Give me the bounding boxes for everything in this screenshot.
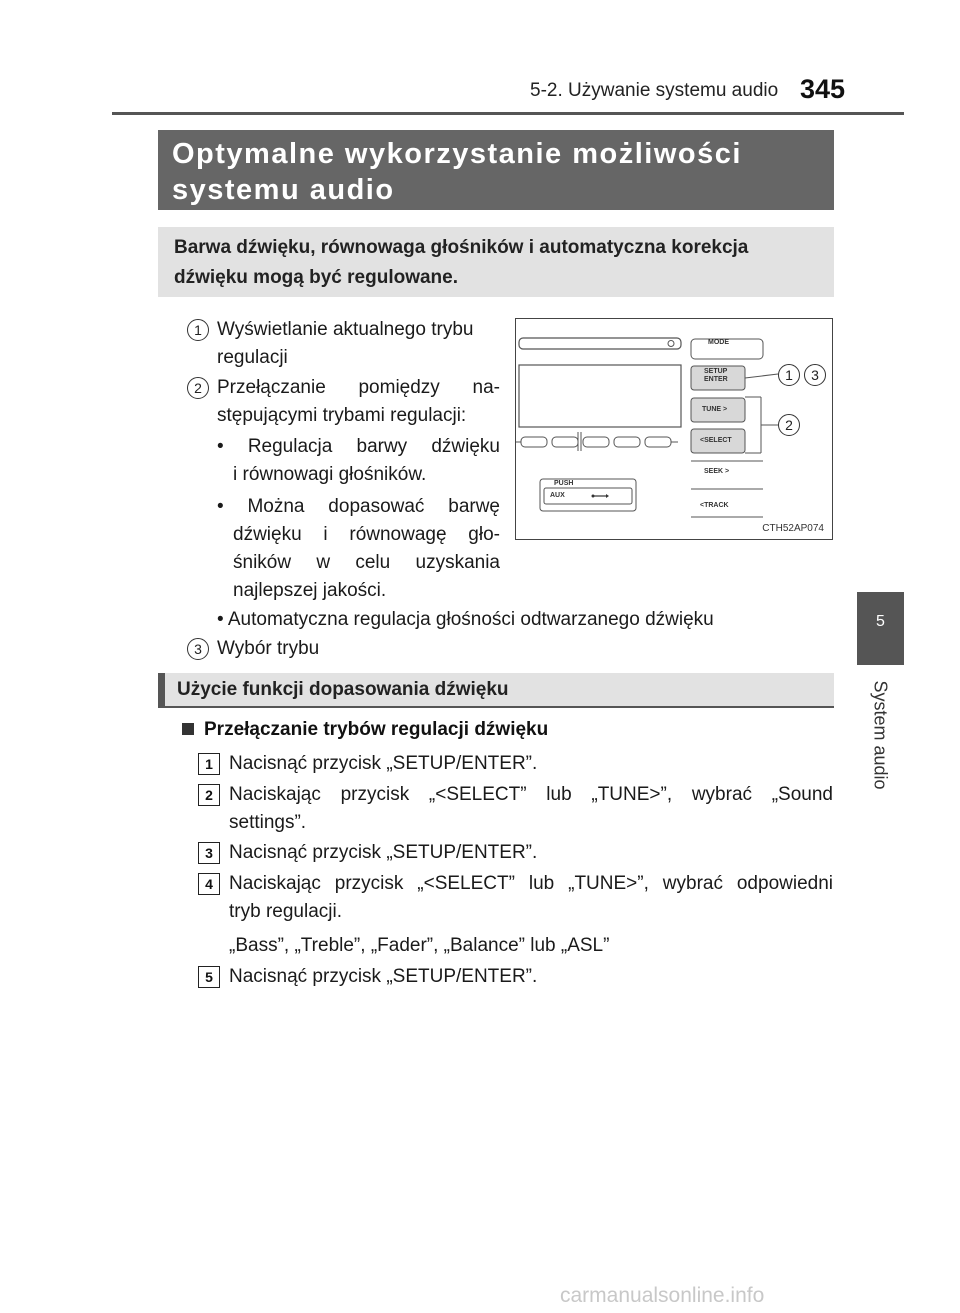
- step-number-2: 2: [198, 784, 220, 806]
- setup-button-label: SETUP: [704, 368, 728, 375]
- track-button-label: <TRACK: [700, 502, 729, 509]
- circled-number: 2: [778, 414, 800, 436]
- item-1-line1: Wyświetlanie aktualnego trybu: [217, 319, 474, 340]
- callout-1: [778, 364, 800, 386]
- intro-line2: dźwięku mogą być regulowane.: [174, 267, 459, 288]
- item-1-line2: regulacji: [217, 347, 288, 368]
- audio-unit-figure: [515, 318, 833, 540]
- chapter-label-text: System audio: [870, 680, 891, 790]
- procedure-heading: [182, 716, 548, 744]
- watermark: carmanualsonline.info: [560, 1284, 765, 1307]
- item-2-line2: stępującymi trybami regulacji:: [217, 405, 467, 426]
- step-2-line2: settings”.: [229, 812, 307, 833]
- tune-button-label: TUNE >: [702, 406, 728, 413]
- step-4-options: „Bass”, „Treble”, „Fader”, „Balance” lub „ASL”: [229, 935, 610, 956]
- chapter-label: [858, 680, 902, 790]
- intro-line1: Barwa dźwięku, równowaga głośników i automatyczna korekcja: [174, 237, 749, 258]
- aux-label: AUX: [550, 492, 565, 499]
- intro-box: [158, 227, 834, 297]
- circled-number: 3: [187, 638, 209, 660]
- circled-number: 1: [778, 364, 800, 386]
- item-2-line1: Przełączanie pomiędzy na-: [217, 377, 500, 398]
- bullet-2-line1: • Można dopasować barwę: [217, 496, 500, 517]
- chapter-tab: 5: [857, 592, 904, 665]
- page-title-line2: systemu audio: [172, 174, 395, 206]
- page-number: 345: [800, 74, 846, 104]
- page-title-line1: Optymalne wykorzystanie możliwości: [172, 138, 742, 170]
- procedure-heading-text: Przełączanie trybów regulacji dźwięku: [204, 719, 549, 740]
- circled-number: 1: [187, 319, 209, 341]
- bullet-2-line3: śników w celu uzyskania: [233, 552, 500, 573]
- circled-number: 2: [187, 377, 209, 399]
- callout-3: [804, 364, 826, 386]
- bullet-3-line1: • Automatyczna regulacja głośności odtwarzanego dźwięku: [217, 609, 714, 630]
- step-2-line1: Naciskając przycisk „<SELECT” lub „TUNE>”, wybrać „Sound: [229, 784, 833, 805]
- bullet-1-line2: i równowagi głośników.: [233, 464, 427, 485]
- step-4-line2: tryb regulacji.: [229, 901, 342, 922]
- step-number-5: 5: [198, 966, 220, 988]
- header-rule: [112, 112, 904, 115]
- step-3-line1: Nacisnąć przycisk „SETUP/ENTER”.: [229, 842, 538, 863]
- callout-2: [778, 414, 800, 436]
- push-label: PUSH: [554, 480, 574, 487]
- circled-number: 3: [804, 364, 826, 386]
- step-number-3: 3: [198, 842, 220, 864]
- item-number-2: [187, 377, 209, 399]
- select-button-label: <SELECT: [700, 437, 732, 444]
- step-number-4: 4: [198, 873, 220, 895]
- item-3-line1: Wybór trybu: [217, 638, 320, 659]
- page-title: [158, 130, 834, 210]
- step-1-line1: Nacisnąć przycisk „SETUP/ENTER”.: [229, 753, 538, 774]
- item-number-3: [187, 638, 209, 660]
- bullet-1-line1: • Regulacja barwy dźwięku: [217, 436, 500, 457]
- subsection-title: Użycie funkcji dopasowania dźwięku: [158, 673, 834, 708]
- bullet-2-line2: dźwięku i równowagę gło-: [233, 524, 500, 545]
- section-header: 5-2. Używanie systemu audio: [530, 80, 779, 101]
- mode-button-label: MODE: [708, 339, 729, 346]
- figure-code: CTH52AP074: [762, 523, 824, 534]
- step-4-line1: Naciskając przycisk „<SELECT” lub „TUNE>”, wybrać odpowiedni: [229, 873, 833, 894]
- item-number-1: [187, 319, 209, 341]
- seek-button-label: SEEK >: [704, 468, 730, 475]
- enter-button-label: ENTER: [704, 376, 728, 383]
- step-number-1: 1: [198, 753, 220, 775]
- bullet-2-line4: najlepszej jakości.: [233, 580, 387, 601]
- step-5-line1: Nacisnąć przycisk „SETUP/ENTER”.: [229, 966, 538, 987]
- square-bullet-icon: [182, 723, 194, 735]
